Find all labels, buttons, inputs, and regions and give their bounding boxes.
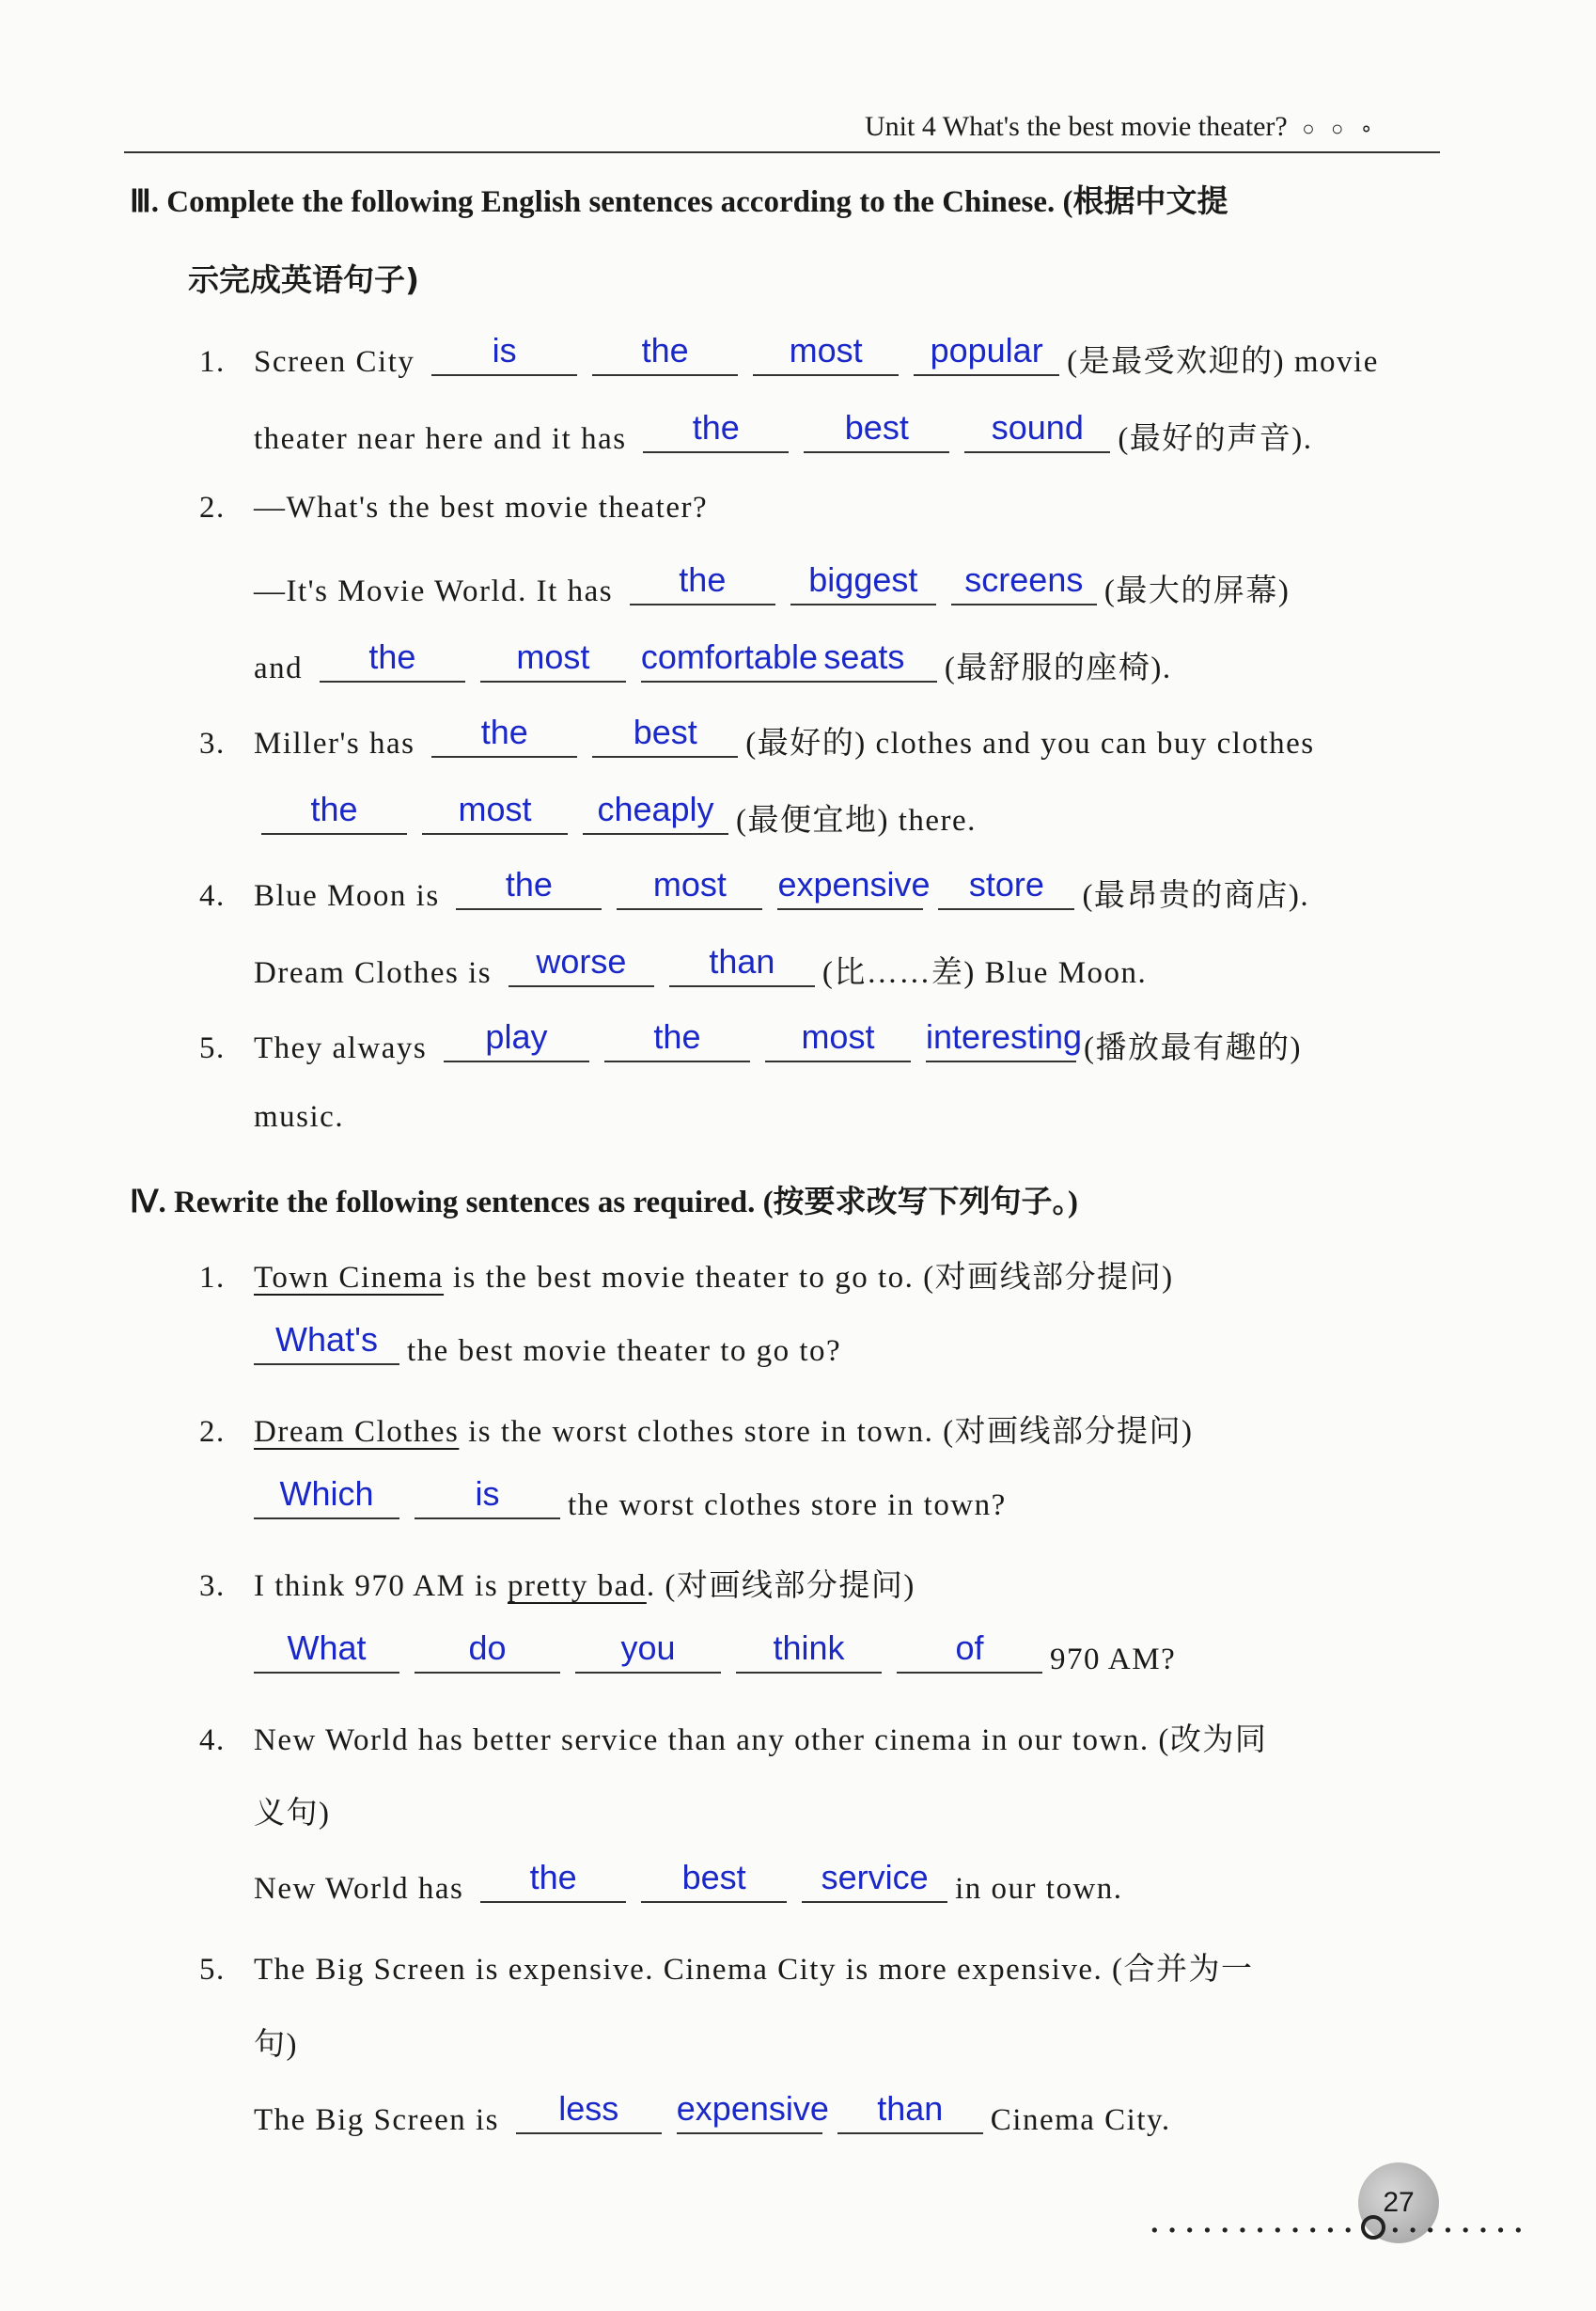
running-header	[865, 111, 1379, 143]
answer-blank: store	[938, 865, 1074, 910]
answer-blank: most	[422, 790, 568, 835]
answer-blank: the	[261, 790, 407, 835]
answer-blank: do	[415, 1628, 560, 1674]
q4-5-line-2: 句)	[254, 2028, 298, 2062]
answer-blank: interesting	[926, 1017, 1076, 1062]
answer-blank: worse	[509, 942, 654, 987]
answer-blank: the	[480, 1858, 626, 1903]
answer-blank: most	[753, 331, 899, 376]
answer-blank: the	[592, 331, 738, 376]
answer-blank: sound	[964, 408, 1110, 453]
answer-blank: best	[592, 713, 738, 758]
q4-1-line-1: 1. Town Cinema is the best movie theater to go to. (对画线部分提问)	[199, 1261, 1174, 1295]
answer-blank: less	[516, 2089, 662, 2134]
answer-blank: the	[431, 713, 577, 758]
q3-1-line-1: 1. Screen City is the most popular (是最受欢迎的) movie	[199, 331, 1379, 379]
q3-4-line-1: 4. Blue Moon is the most expensive store (最昂贵的商店).	[199, 865, 1310, 913]
answer-blank: the	[643, 408, 789, 453]
footer-dots-right: ········	[1389, 2209, 1530, 2253]
q3-3-line-2: the most cheaply (最便宜地) there.	[254, 795, 977, 844]
answer-blank: comfortable	[641, 637, 791, 683]
q4-2-line-2: Which is the worst clothes store in town?	[246, 1484, 1007, 1529]
answer-blank: expensive	[777, 865, 923, 910]
answer-blank: is	[431, 331, 577, 376]
q3-2-line-2: —It's Movie World. It has the biggest screens (最大的屏幕)	[254, 560, 1291, 608]
q4-1-line-2: What's the best movie theater to go to?	[246, 1329, 841, 1375]
answer-blank: the	[630, 560, 775, 605]
q4-4-line-2: 义句)	[254, 1797, 331, 1831]
answer-blank: expensive	[677, 2089, 822, 2134]
answer-blank: seats	[791, 637, 937, 683]
q4-3-line-1: 3. I think 970 AM is pretty bad. (对画线部分提问)	[199, 1569, 915, 1603]
answer-blank: screens	[951, 560, 1097, 605]
footer-ring-icon	[1361, 2215, 1385, 2240]
q4-4-line-3: New World has the best service in our town.	[254, 1858, 1123, 1906]
answer-blank: most	[765, 1017, 911, 1062]
answer-blank: the	[604, 1017, 750, 1062]
q4-5-line-1: 5. The Big Screen is expensive. Cinema City is more expensive. (合并为一	[199, 1953, 1254, 1987]
q4-2-line-1: 2. Dream Clothes is the worst clothes store in town. (对画线部分提问)	[199, 1415, 1194, 1449]
q3-2-line-1: 2. —What's the best movie theater?	[199, 491, 709, 525]
answer-blank: than	[837, 2089, 983, 2134]
header-title: Unit 4 What's the best movie theater?	[865, 111, 1288, 142]
section-3-title: Ⅲ. Complete the following English sentences according to the Chinese. (根据中文提	[130, 185, 1228, 219]
answer-blank: What's	[254, 1320, 399, 1365]
answer-blank: most	[480, 637, 626, 683]
section-4-title: Ⅳ. Rewrite the following sentences as required. (按要求改写下列句子。)	[130, 1186, 1079, 1219]
page-number: 27	[1358, 2162, 1439, 2243]
answer-blank: think	[736, 1628, 882, 1674]
answer-blank: most	[617, 865, 762, 910]
answer-blank: the	[456, 865, 602, 910]
q4-3-line-2: What do you think of 970 AM?	[246, 1638, 1176, 1683]
q4-5-line-3: The Big Screen is less expensive than Cinema City.	[254, 2089, 1171, 2137]
answer-blank: best	[804, 408, 949, 453]
answer-blank: popular	[914, 331, 1059, 376]
footer-dots-left: ············	[1149, 2209, 1360, 2253]
answer-blank: Which	[254, 1474, 399, 1519]
header-rings-icon: ○ ○ ∘	[1302, 117, 1379, 140]
q3-4-line-2: Dream Clothes is worse than (比……差) Blue Moon.	[254, 942, 1148, 990]
answer-blank: than	[669, 942, 815, 987]
answer-blank: What	[254, 1628, 399, 1674]
answer-blank: is	[415, 1474, 560, 1519]
answer-blank: you	[575, 1628, 721, 1674]
answer-blank: best	[641, 1858, 787, 1903]
section-3-title-cont: 示完成英语句子)	[188, 261, 420, 298]
answer-blank: the	[320, 637, 465, 683]
answer-blank: service	[802, 1858, 947, 1903]
q4-4-line-1: 4. New World has better service than any other cinema in our town. (改为同	[199, 1723, 1268, 1757]
answer-blank: play	[444, 1017, 589, 1062]
q3-1-line-2: theater near here and it has the best sound (最好的声音).	[254, 408, 1313, 456]
answer-blank: biggest	[790, 560, 936, 605]
q3-5-line-1: 5. They always play the most interesting(播放最有趣的)	[199, 1017, 1302, 1065]
q3-2-line-3: and the most comfortable seats (最舒服的座椅).	[254, 637, 1172, 685]
answer-blank: of	[897, 1628, 1042, 1674]
answer-blank: cheaply	[583, 790, 728, 835]
q3-3-line-1: 3. Miller's has the best (最好的) clothes and you can buy clothes	[199, 713, 1315, 761]
header-rule	[124, 151, 1440, 153]
q3-5-line-2: music.	[254, 1100, 345, 1134]
